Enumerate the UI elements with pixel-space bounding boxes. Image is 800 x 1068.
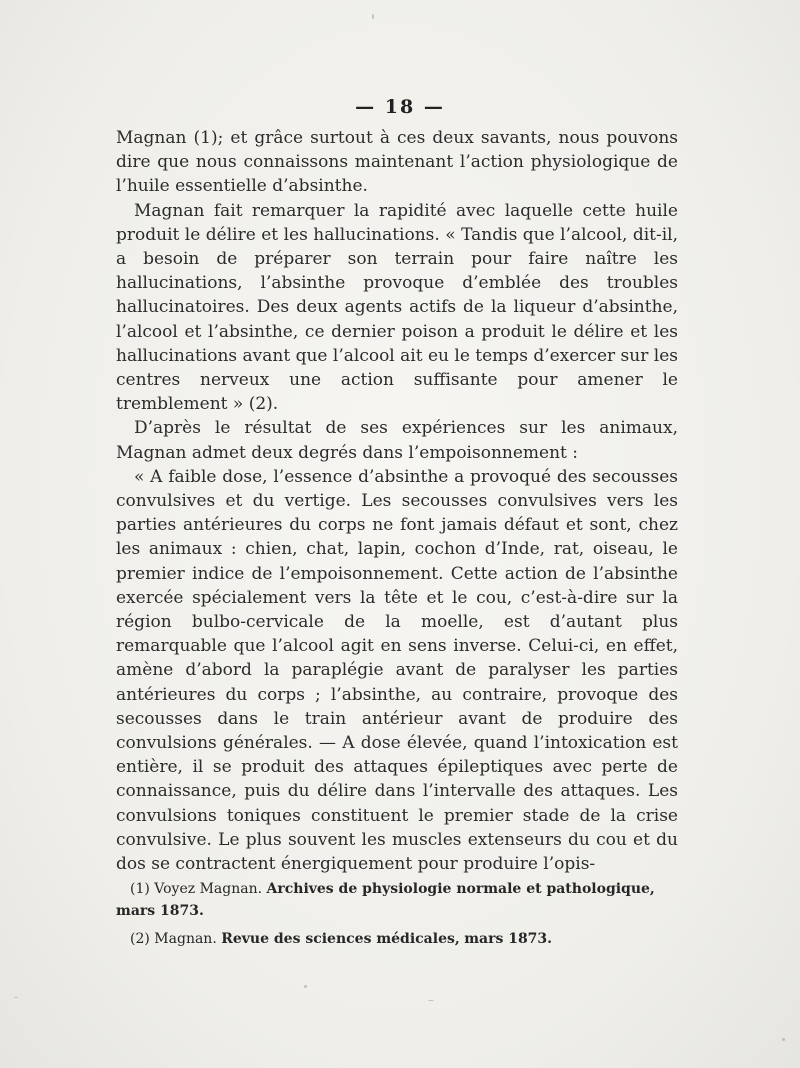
scan-speck (304, 985, 307, 988)
footnote-author: Magnan. (154, 931, 217, 947)
footnote-date: mars 1873. (464, 931, 553, 947)
footnote-author: Voyez Magnan. (154, 881, 263, 897)
scan-speck (428, 1000, 434, 1001)
footnote-marker: (2) (130, 931, 150, 947)
paragraph: « A faible dose, l’essence d’absinthe a provoqué des secousses convulsives et du vertige. Les secousses convulsives vers les parties antérieures du corps ne font jamais défaut et sont, chez les animaux : chien, chat, lapin, cochon d’Inde, rat, oiseau, le premier indice de l’empoisonnement. Cette action de l’absinthe exercée spécialement vers la tête et le cou, c’est-à-dire sur la région bulbo-cervicale de la moelle, est d’autant plus remarquable que l’alcool agit en sens inverse. Celui-ci, en effet, amène d’abord la paraplégie avant de paralyser les parties antérieures du corps ; l’absinthe, au contraire, provoque des secousses dans le train antérieur avant de produire des convulsions générales. — A dose élevée, quand l’intoxication est entière, il se produit des attaques épileptiques avec perte de connaissance, puis du délire dans l’intervalle des attaques. Les convulsions toniques constituent le premier stade de la crise convulsive. Le plus souvent les muscles extenseurs du cou et du dos se contractent énergiquement pour produire l’opis- (116, 466, 678, 875)
scan-speck (372, 14, 374, 19)
footnote-source: Archives de physiologie normale et pathologique, (266, 881, 655, 897)
body-text (116, 126, 678, 876)
footnote-source: Revue des sciences médicales, (221, 931, 460, 947)
footnote (116, 928, 678, 950)
paragraph: D’après le résultat de ses expériences sur les animaux, Magnan admet deux degrés dans l’empoisonnement : (116, 418, 678, 463)
footnote-marker: (1) (130, 881, 150, 897)
paragraph: Magnan fait remarquer la rapidité avec laquelle cette huile produit le délire et les hallucinations. « Tandis que l’alcool, dit-il, a besoin de préparer son terrain pour faire naître les hallucinations, l’absinthe provoque d’emblée des troubles hallucinatoires. Des deux agents actifs de la liqueur d’absinthe, l’alcool et l’absinthe, ce dernier poison a produit le délire et les hallucinations avant que l’alcool ait eu le temps d’exercer sur les centres nerveux une action suffisante pour amener le tremblement » (2). (116, 200, 678, 415)
footnote-date: mars 1873. (116, 903, 204, 919)
footnotes (116, 878, 678, 956)
footnote (116, 878, 678, 922)
scan-speck (14, 997, 18, 998)
paragraph: Magnan (1); et grâce surtout à ces deux savants, nous pouvons dire que nous connaissons maintenant l’action physiologique de l’huile essentielle d’absinthe. (116, 128, 678, 197)
scan-speck (782, 1038, 785, 1041)
page-number: — 18 — (355, 96, 445, 118)
